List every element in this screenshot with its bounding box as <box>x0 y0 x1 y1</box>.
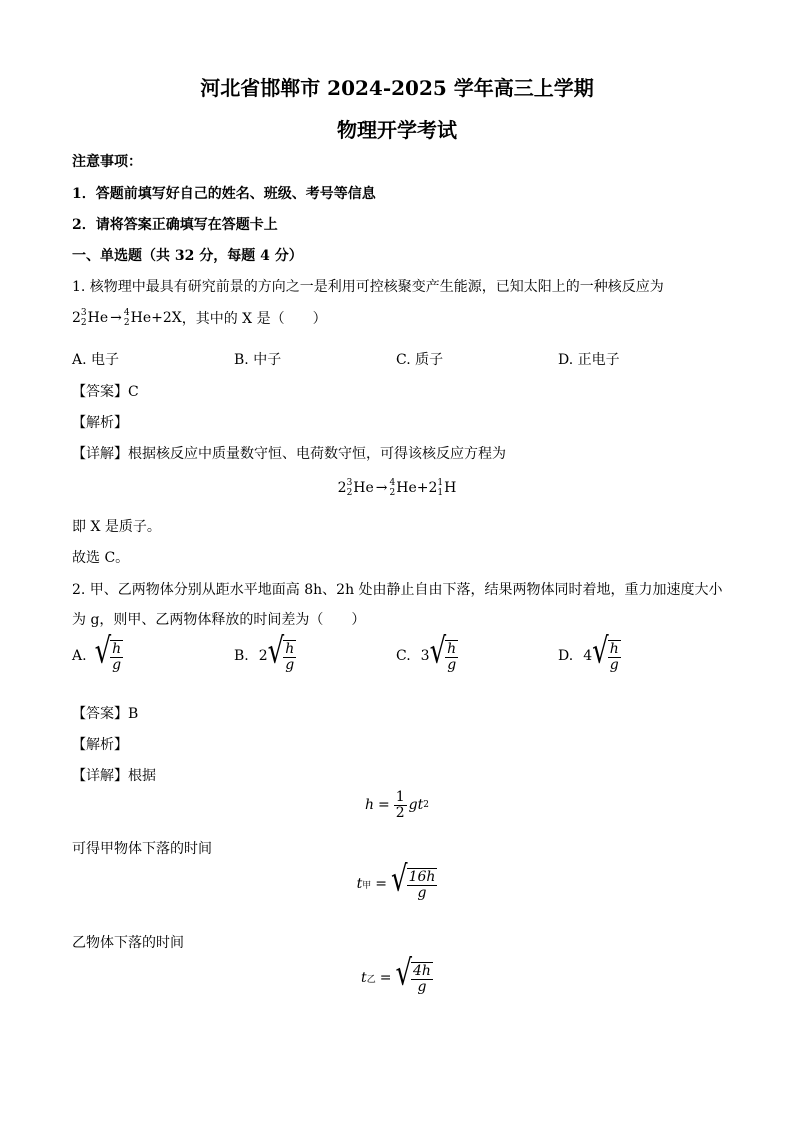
q2-option-a-sqrt: √ $\frac{h}{g}$ <box>94 631 122 673</box>
q1-stem-tail: ，其中的 X 是（ ） <box>181 311 327 327</box>
notes-item-1: 1．答题前填写好自己的姓名、班级、考号等信息 <box>72 186 376 202</box>
q2-option-a-num: h <box>112 641 122 657</box>
q2-t-yi-sqrt: √ $\frac{4h}{g}$ <box>395 953 431 995</box>
q2-stem-line1: 2. 甲、乙两物体分别从距水平地面高 8h、2h 处由静止自由下落，结果两物体同时着地，重力加速度大小 <box>72 582 723 598</box>
q2-option-d-num: h <box>609 641 619 657</box>
q2-option-c-sqrt: √ $\frac{h}{g}$ <box>429 631 457 673</box>
q1-eq-arrow: → <box>110 310 122 326</box>
q2-answer: 【答案】B <box>72 706 139 722</box>
page-subtitle: 物理开学考试 <box>337 118 457 142</box>
notes-heading: 注意事项： <box>72 154 142 170</box>
q2-eq-h: h <box>364 797 375 814</box>
q2-option-b-label: B. <box>234 648 249 665</box>
q2-yi-time-text: 乙物体下落的时间 <box>72 935 184 951</box>
q1-eq2-h-charge: 1 <box>437 488 444 498</box>
q2-t-jia-num: 16h <box>408 869 436 885</box>
q1-eq-charge2: 2 <box>123 318 130 328</box>
q2-t-yi: t <box>361 970 367 987</box>
q1-option-d: D. 正电子 <box>558 352 620 368</box>
section-heading: 一、单选题（共 32 分，每题 4 分） <box>72 248 303 264</box>
q1-choose: 故选 C。 <box>72 550 130 566</box>
q2-equation-t-jia <box>0 859 794 901</box>
q1-eq-coef: 2 <box>72 310 81 326</box>
q2-option-d-coef: 4 <box>583 648 593 665</box>
q1-eq2-charge: 2 <box>346 488 353 498</box>
q1-eq2-coef: 2 <box>337 480 347 496</box>
q1-eq2-h: H <box>444 480 457 496</box>
q2-eq-square: 2 <box>423 800 429 811</box>
q2-option-d <box>558 631 621 673</box>
q2-t-yi-den: g <box>417 978 427 995</box>
q1-answer: 【答案】C <box>72 384 139 400</box>
q1-eq-mass2: 4 <box>123 308 130 318</box>
q2-t-yi-sub: 乙 <box>366 974 376 985</box>
q2-eq-half-den: 2 <box>395 804 405 821</box>
q2-option-c <box>396 631 458 673</box>
q2-jia-time-text: 可得甲物体下落的时间 <box>72 841 212 857</box>
q1-eq2-arrow: → <box>375 480 388 496</box>
q2-option-b-num: h <box>285 641 295 657</box>
q1-eq-he: He <box>87 310 109 326</box>
q2-option-a <box>72 631 123 673</box>
q1-equation <box>72 308 327 328</box>
q2-eq-equals: = <box>378 797 390 814</box>
q2-option-b <box>234 631 296 673</box>
q2-t-yi-equals: = <box>379 970 392 987</box>
q1-stem: 1. 核物理中最具有研究前景的方向之一是利用可控核聚变产生能源，已知太阳上的一种核反应为 <box>72 279 664 295</box>
q1-eq2-mass2: 4 <box>389 478 396 488</box>
q1-conclusion: 即 X 是质子。 <box>72 519 161 535</box>
q2-option-d-label: D. <box>558 648 574 665</box>
q1-analysis: 【解析】 <box>72 415 128 431</box>
q2-equation-free-fall <box>0 790 794 820</box>
q2-detail: 【详解】根据 <box>72 768 156 784</box>
q1-eq-charge: 2 <box>80 318 87 328</box>
q2-option-d-den: g <box>609 656 619 673</box>
q2-option-c-label: C. <box>396 648 411 665</box>
q2-analysis: 【解析】 <box>72 737 128 753</box>
q1-eq2-charge2: 2 <box>389 488 396 498</box>
q1-eq2-mass: 3 <box>346 478 353 488</box>
q2-eq-gt: gt <box>408 797 424 814</box>
q1-eq2-he: He <box>353 480 374 496</box>
q2-t-jia-sqrt: √ $\frac{16h}{g}$ <box>390 859 436 901</box>
q2-t-jia-den: g <box>417 884 427 901</box>
q2-stem-line2: 为 g，则甲、乙两物体释放的时间差为（ ） <box>72 612 366 628</box>
page-title: 河北省邯郸市 2024-2025 学年高三上学期 <box>200 76 594 100</box>
q2-option-d-sqrt: √ $\frac{h}{g}$ <box>592 631 619 673</box>
q1-eq2-h-mass: 1 <box>437 478 444 488</box>
q1-eq-mass: 3 <box>80 308 87 318</box>
q1-eq-tail: He+2X <box>130 310 182 326</box>
q2-option-a-den: g <box>112 656 122 673</box>
q1-equation-2 <box>0 478 794 498</box>
q2-option-b-den: g <box>285 656 295 673</box>
q1-eq2-mid: He+2 <box>396 480 438 496</box>
q1-option-a: A. 电子 <box>72 352 120 368</box>
q2-option-c-num: h <box>447 641 457 657</box>
q2-t-jia-sub: 甲 <box>362 880 372 891</box>
q1-option-b: B. 中子 <box>234 352 282 368</box>
q2-option-b-sqrt: √ $\frac{h}{g}$ <box>267 631 295 673</box>
q1-detail: 【详解】根据核反应中质量数守恒、电荷数守恒，可得该核反应方程为 <box>72 446 506 462</box>
q2-option-c-den: g <box>447 656 457 673</box>
q2-t-jia: t <box>356 876 363 893</box>
q1-option-c: C. 质子 <box>396 352 444 368</box>
q2-option-a-label: A. <box>72 648 87 665</box>
q2-t-jia-equals: = <box>375 876 387 893</box>
q2-eq-half-num: 1 <box>395 789 405 805</box>
q2-option-c-coef: 3 <box>420 648 430 665</box>
notes-item-2: 2．请将答案正确填写在答题卡上 <box>72 217 278 233</box>
q2-t-yi-num: 4h <box>413 963 431 979</box>
q2-eq-half <box>394 790 407 820</box>
q2-option-b-coef: 2 <box>258 648 268 665</box>
q2-equation-t-yi <box>0 953 794 995</box>
